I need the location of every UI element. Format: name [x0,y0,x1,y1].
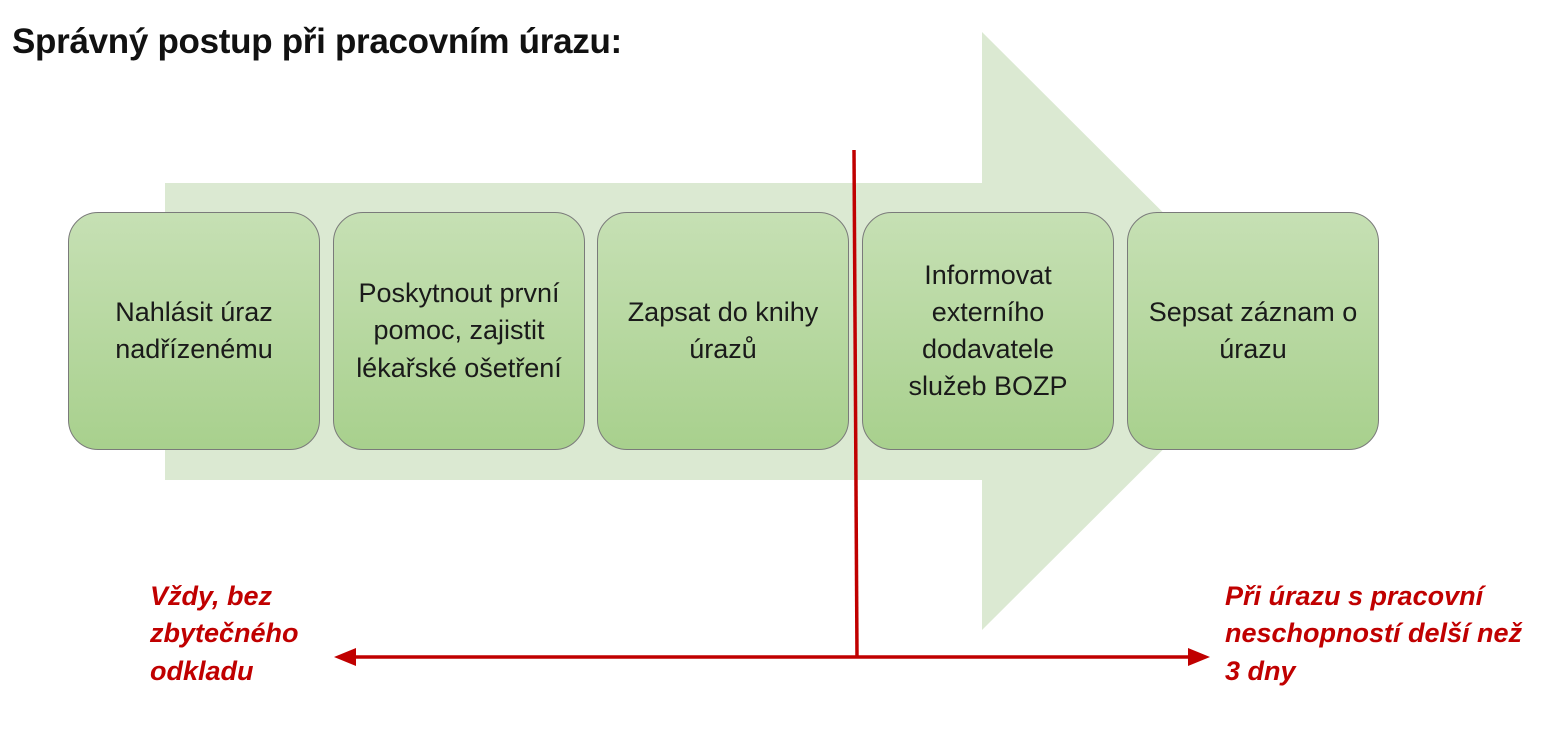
step-injury-book [597,212,849,450]
step-label: Informovat externího dodavatele služeb BOZP [908,259,1068,402]
step-label: Nahlásit úraz nadřízenému [115,296,273,364]
note-always: Vždy, bez zbytečného odkladu [150,581,299,686]
step-injury-record [1127,212,1379,450]
step-inform-bozp [862,212,1114,450]
page-title: Správný postup při pracovním úrazu: [12,22,622,61]
step-first-aid [333,212,585,450]
note-over-3-days: Při úrazu s pracovní neschopností delší než 3 dny [1225,581,1523,686]
step-label: Poskytnout první pomoc, zajistit lékařské ošetření [356,278,562,383]
step-report-injury [68,212,320,450]
step-label: Sepsat záznam o úrazu [1148,296,1358,364]
step-label: Zapsat do knihy úrazů [627,296,819,364]
